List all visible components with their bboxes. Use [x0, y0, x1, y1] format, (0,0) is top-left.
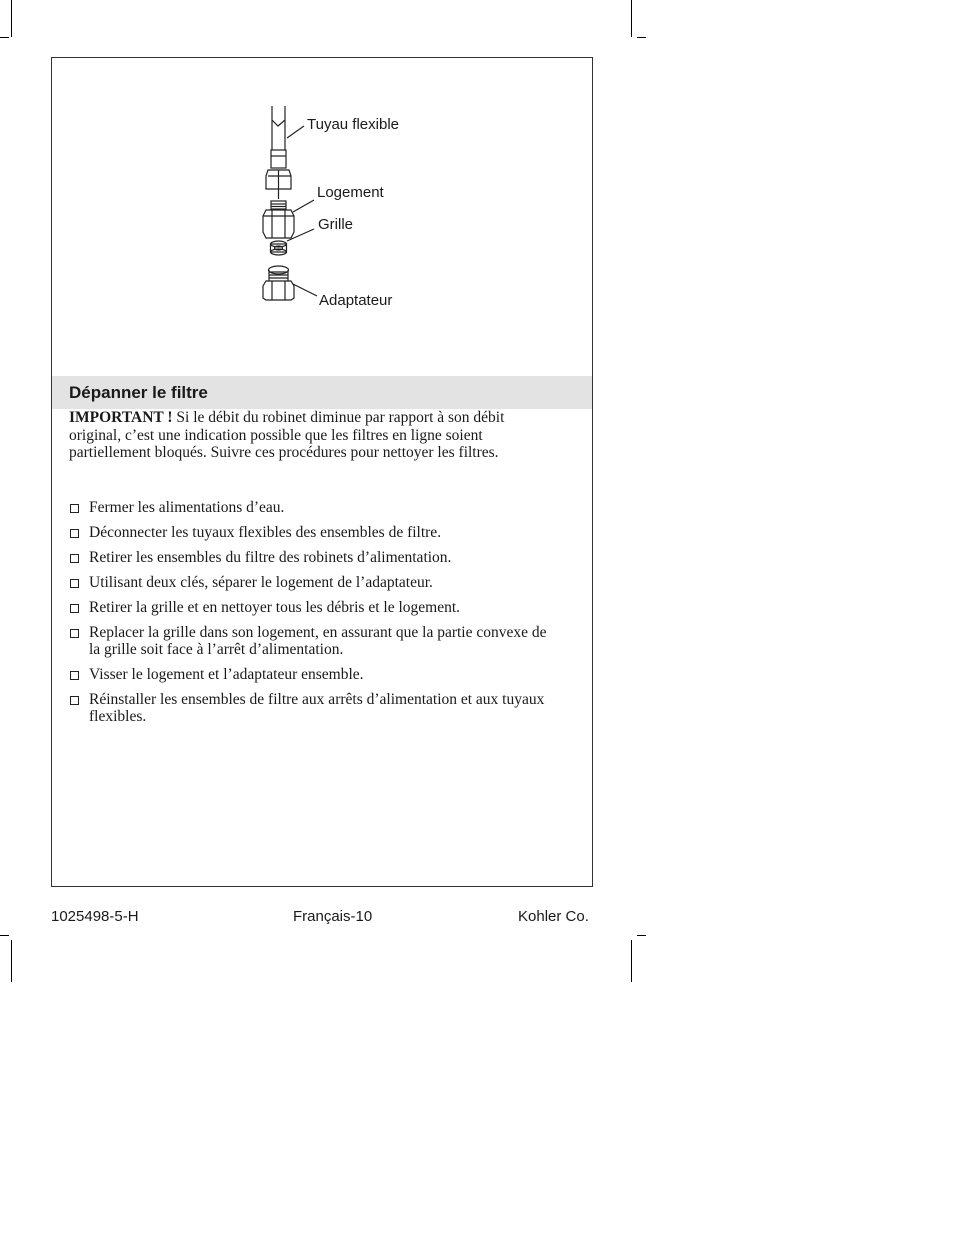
- list-item: [69, 574, 559, 591]
- section-header: [52, 376, 592, 409]
- checkbox-bullet-icon: [70, 604, 79, 613]
- list-item: [69, 524, 559, 541]
- section-title: Dépanner le filtre: [69, 383, 208, 402]
- checkbox-bullet-icon: [70, 529, 79, 538]
- crop-mark: [637, 935, 646, 936]
- list-item: [69, 599, 559, 616]
- crop-mark: [11, 0, 12, 37]
- label-screen: Grille: [318, 216, 354, 233]
- checkbox-bullet-icon: [70, 579, 79, 588]
- step-text: Retirer les ensembles du filtre des robinets d’alimentation.: [89, 549, 452, 566]
- filter-assembly-illustration: [52, 58, 592, 376]
- label-adapter: Adaptateur: [319, 292, 393, 309]
- footer-page-number: Français-10: [293, 908, 373, 925]
- footer-doc-number: 1025498-5-H: [51, 908, 139, 925]
- important-notice: [69, 409, 559, 462]
- checkbox-bullet-icon: [70, 629, 79, 638]
- step-text: Fermer les alimentations d’eau.: [89, 499, 285, 516]
- crop-mark: [0, 37, 9, 38]
- label-housing: Logement: [317, 184, 384, 201]
- step-text: Déconnecter les tuyaux flexibles des ensembles de filtre.: [89, 524, 442, 541]
- important-text: Si le débit du robinet diminue par rapport à son débit original, c’est une indication possible que les filtres en ligne soient partiellement bloqués. Suivre ces procédures pour nettoyer les filtres.: [69, 409, 505, 461]
- label-hose: Tuyau flexible: [307, 116, 399, 133]
- step-text: Replacer la grille dans son logement, en assurant que la partie convexe de la grille soit face à l’arrêt d’alimentation.: [89, 624, 547, 658]
- crop-mark: [11, 940, 12, 982]
- crop-mark: [631, 940, 632, 982]
- checkbox-bullet-icon: [70, 504, 79, 513]
- step-text: Visser le logement et l’adaptateur ensemble.: [89, 666, 364, 683]
- list-item: [69, 691, 559, 725]
- checkbox-bullet-icon: [70, 671, 79, 680]
- list-item: [69, 499, 559, 516]
- crop-mark: [637, 37, 646, 38]
- step-text: Retirer la grille et en nettoyer tous les débris et le logement.: [89, 599, 461, 616]
- checkbox-bullet-icon: [70, 696, 79, 705]
- important-label: IMPORTANT !: [69, 409, 173, 426]
- step-text: Utilisant deux clés, séparer le logement de l’adaptateur.: [89, 574, 433, 591]
- list-item: [69, 666, 559, 683]
- crop-mark: [0, 935, 9, 936]
- content-frame: [51, 57, 593, 887]
- footer-company: Kohler Co.: [518, 908, 589, 925]
- step-text: Réinstaller les ensembles de filtre aux arrêts d’alimentation et aux tuyaux flexibles.: [89, 691, 545, 725]
- crop-mark: [631, 0, 632, 37]
- procedure-list: [69, 499, 559, 733]
- list-item: [69, 624, 559, 658]
- checkbox-bullet-icon: [70, 554, 79, 563]
- list-item: [69, 549, 559, 566]
